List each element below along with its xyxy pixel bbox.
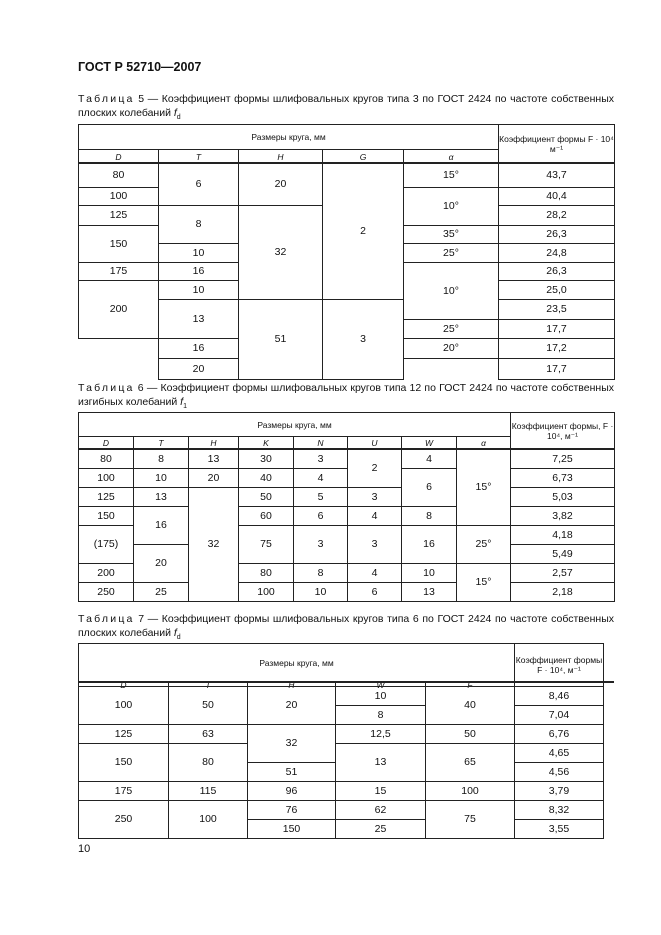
table7-cell: 150 [78, 743, 169, 782]
table5-cell: 125 [78, 205, 159, 226]
table6-cell: 10 [133, 468, 189, 488]
table7-cell: 8,46 [514, 686, 604, 706]
table7-cell: 125 [78, 724, 169, 744]
table6-cell: 5,03 [510, 487, 615, 507]
table6-cell: 20 [188, 468, 239, 488]
table5-cell: 25° [403, 243, 499, 263]
table6-cell: 25° [456, 525, 511, 564]
table6-cell: 25 [133, 582, 189, 602]
table7-cell: 75 [425, 800, 515, 839]
table5-cell: 26,3 [498, 225, 615, 244]
table5-col-header: D [78, 149, 159, 164]
table5-col-header: G [322, 149, 404, 164]
table5-cell: 200 [78, 280, 159, 339]
table5-cell: 3 [322, 299, 404, 380]
table6-cell: 32 [188, 487, 239, 602]
table6-cell: 8 [293, 563, 348, 583]
table6-cell: 4,18 [510, 525, 615, 545]
table5-cell: 175 [78, 262, 159, 281]
table6-cell: 16 [401, 525, 457, 564]
table7-cell: 8,32 [514, 800, 604, 820]
table5-cell: 20° [403, 338, 499, 359]
table5-cell: 10 [158, 280, 239, 300]
table7-cell: 12,5 [335, 724, 426, 744]
table6-cell: 60 [238, 506, 294, 526]
table6-header-rule [78, 448, 614, 450]
table5-cell: 6 [158, 163, 239, 206]
table7-col-header: W [335, 682, 426, 687]
table6-cell: 4 [347, 563, 402, 583]
table6-cell: 6,73 [510, 468, 615, 488]
table6-cell: 4 [347, 506, 402, 526]
table6-col-header: T [133, 436, 189, 450]
table7-cell: 8 [335, 705, 426, 725]
table7-col-header: T [168, 682, 248, 687]
table6-col-header: D [78, 436, 134, 450]
table5-cell: 35° [403, 225, 499, 244]
table6-cell: 8 [133, 449, 189, 469]
table5 [78, 124, 614, 379]
table6-cell: (175) [78, 525, 134, 564]
table5-cell: 26,3 [498, 262, 615, 281]
table7-col-header: F [425, 682, 515, 687]
table6-cell: 6 [347, 582, 402, 602]
page-number: 10 [78, 843, 91, 855]
table6-cell: 3 [347, 487, 402, 507]
table6-cell: 15° [456, 449, 511, 526]
table6-header-group: Размеры круга, мм [78, 412, 511, 437]
table7-cell: 25 [335, 819, 426, 839]
table6-cell: 10 [293, 582, 348, 602]
table6-cell: 3 [293, 449, 348, 469]
table5-cell: 8 [158, 205, 239, 244]
table5-header-rule [78, 162, 614, 164]
table7-cell: 20 [247, 686, 336, 725]
table7-cell: 15 [335, 781, 426, 801]
table7-header-coef: Коэффициент формы F · 10⁴, м⁻¹ [514, 643, 604, 687]
table7-header-rule [78, 681, 614, 683]
table6-col-header: H [188, 436, 239, 450]
table7-cell: 3,55 [514, 819, 604, 839]
table5-cell: 80 [78, 163, 159, 188]
table5-caption: Таблица 5 — Коэффициент формы шлифовальных кругов типа 3 по ГОСТ 2424 по частоте собственных плоских колебаний $f_d$ [78, 93, 614, 122]
table5-cell: 51 [238, 299, 323, 380]
table6-cell: 10 [401, 563, 457, 583]
table6-cell: 4 [401, 449, 457, 469]
table6-cell: 6 [401, 468, 457, 507]
table6-cell: 13 [133, 487, 189, 507]
table5-cell: 17,2 [498, 338, 615, 359]
table7-cell: 62 [335, 800, 426, 820]
table7-cell: 4,65 [514, 743, 604, 763]
table6-col-header: W [401, 436, 457, 450]
table6-cell: 80 [238, 563, 294, 583]
table7-cell: 65 [425, 743, 515, 782]
table7-cell: 51 [247, 762, 336, 782]
table6-cell: 250 [78, 582, 134, 602]
table7-cell: 80 [168, 743, 248, 782]
table7-cell: 250 [78, 800, 169, 839]
table7-cell: 63 [168, 724, 248, 744]
table6-header-coef: Коэффициент формы, F · 10⁴, м⁻¹ [510, 412, 615, 450]
table5-cell: 15° [403, 163, 499, 188]
table7-cell: 6,76 [514, 724, 604, 744]
table7-header-group: Размеры круга, мм [78, 643, 515, 683]
table7-cell: 50 [425, 724, 515, 744]
table6-cell: 15° [456, 563, 511, 602]
table7-cell: 150 [247, 819, 336, 839]
table7-caption: Таблица 7 — Коэффициент формы шлифовальных кругов типа 6 по ГОСТ 2424 по частоте собственных плоских колебаний $f_d$ [78, 613, 614, 642]
table6-cell: 2 [347, 449, 402, 488]
table5-cell: 13 [158, 299, 239, 339]
table5-cell: 17,7 [498, 358, 615, 380]
table5-cell: 25,0 [498, 280, 615, 300]
table5-cell: 25° [403, 319, 499, 339]
table6-col-header: N [293, 436, 348, 450]
table6-cell: 2,57 [510, 563, 615, 583]
table6-cell: 3 [347, 525, 402, 564]
table6-caption: Таблица 6 — Коэффициент формы шлифовальных кругов типа 12 по ГОСТ 2424 по частоте собственных изгибных колебаний $f_1$ [78, 382, 614, 411]
table6-cell: 5 [293, 487, 348, 507]
table6-cell: 13 [401, 582, 457, 602]
table5-cell: 10 [158, 243, 239, 263]
table7-cell: 100 [168, 800, 248, 839]
table5-cell: 2 [322, 163, 404, 300]
table6-cell: 16 [133, 506, 189, 545]
table7-cell: 115 [168, 781, 248, 801]
table5-cell: 24,8 [498, 243, 615, 263]
table5-cell: 20 [158, 358, 239, 380]
table5-col-header: α [403, 149, 499, 164]
table6-cell: 40 [238, 468, 294, 488]
table6-cell: 5,49 [510, 544, 615, 564]
table6-cell: 7,25 [510, 449, 615, 469]
table6-cell: 4 [293, 468, 348, 488]
table6-cell: 6 [293, 506, 348, 526]
table6-cell: 20 [133, 544, 189, 583]
table7-cell: 76 [247, 800, 336, 820]
table5-cell: 10° [403, 262, 499, 320]
table6-cell: 75 [238, 525, 294, 564]
table6-cell: 50 [238, 487, 294, 507]
table6-cell: 100 [238, 582, 294, 602]
table7-col-header: D [78, 682, 169, 687]
table5-cell: 43,7 [498, 163, 615, 188]
table7-cell: 96 [247, 781, 336, 801]
table7-cell: 3,79 [514, 781, 604, 801]
table7-cell: 175 [78, 781, 169, 801]
table6-cell: 80 [78, 449, 134, 469]
table6-cell: 2,18 [510, 582, 615, 602]
table6-cell: 3,82 [510, 506, 615, 526]
table5-cell: 150 [78, 225, 159, 263]
table6-col-header: α [456, 436, 511, 450]
table6-cell: 8 [401, 506, 457, 526]
table7-cell: 32 [247, 724, 336, 763]
table6-cell: 13 [188, 449, 239, 469]
table6-col-header: U [347, 436, 402, 450]
table5-cell: 16 [158, 338, 239, 359]
table5-header-coef: Коэффициент формы F · 10⁴ м⁻¹ [498, 124, 615, 164]
table7-cell: 100 [425, 781, 515, 801]
table6-cell: 100 [78, 468, 134, 488]
table6-cell: 125 [78, 487, 134, 507]
table7 [78, 643, 614, 838]
table5-header-group: Размеры круга, мм [78, 124, 499, 150]
table5-cell: 17,7 [498, 319, 615, 339]
table5-cell: 32 [238, 205, 323, 300]
table7-cell: 7,04 [514, 705, 604, 725]
table5-cell: 10° [403, 187, 499, 226]
table5-cell: 40,4 [498, 187, 615, 206]
table7-col-header: H [247, 682, 336, 687]
table5-cell: 23,5 [498, 299, 615, 320]
table6-cell: 3 [293, 525, 348, 564]
table5-cell: 100 [78, 187, 159, 206]
table6-cell: 200 [78, 563, 134, 583]
table6 [78, 412, 614, 601]
table6-cell: 30 [238, 449, 294, 469]
table5-col-header: T [158, 149, 239, 164]
table7-cell: 100 [78, 686, 169, 725]
table7-cell: 40 [425, 686, 515, 725]
table6-col-header: K [238, 436, 294, 450]
table5-cell: 16 [158, 262, 239, 281]
table7-cell: 50 [168, 686, 248, 725]
table7-cell: 4,56 [514, 762, 604, 782]
table5-col-header: H [238, 149, 323, 164]
table7-cell: 10 [335, 686, 426, 706]
table5-cell: 28,2 [498, 205, 615, 226]
document-code: ГОСТ Р 52710—2007 [78, 60, 202, 74]
table6-cell: 150 [78, 506, 134, 526]
table7-cell: 13 [335, 743, 426, 782]
table5-cell: 20 [238, 163, 323, 206]
